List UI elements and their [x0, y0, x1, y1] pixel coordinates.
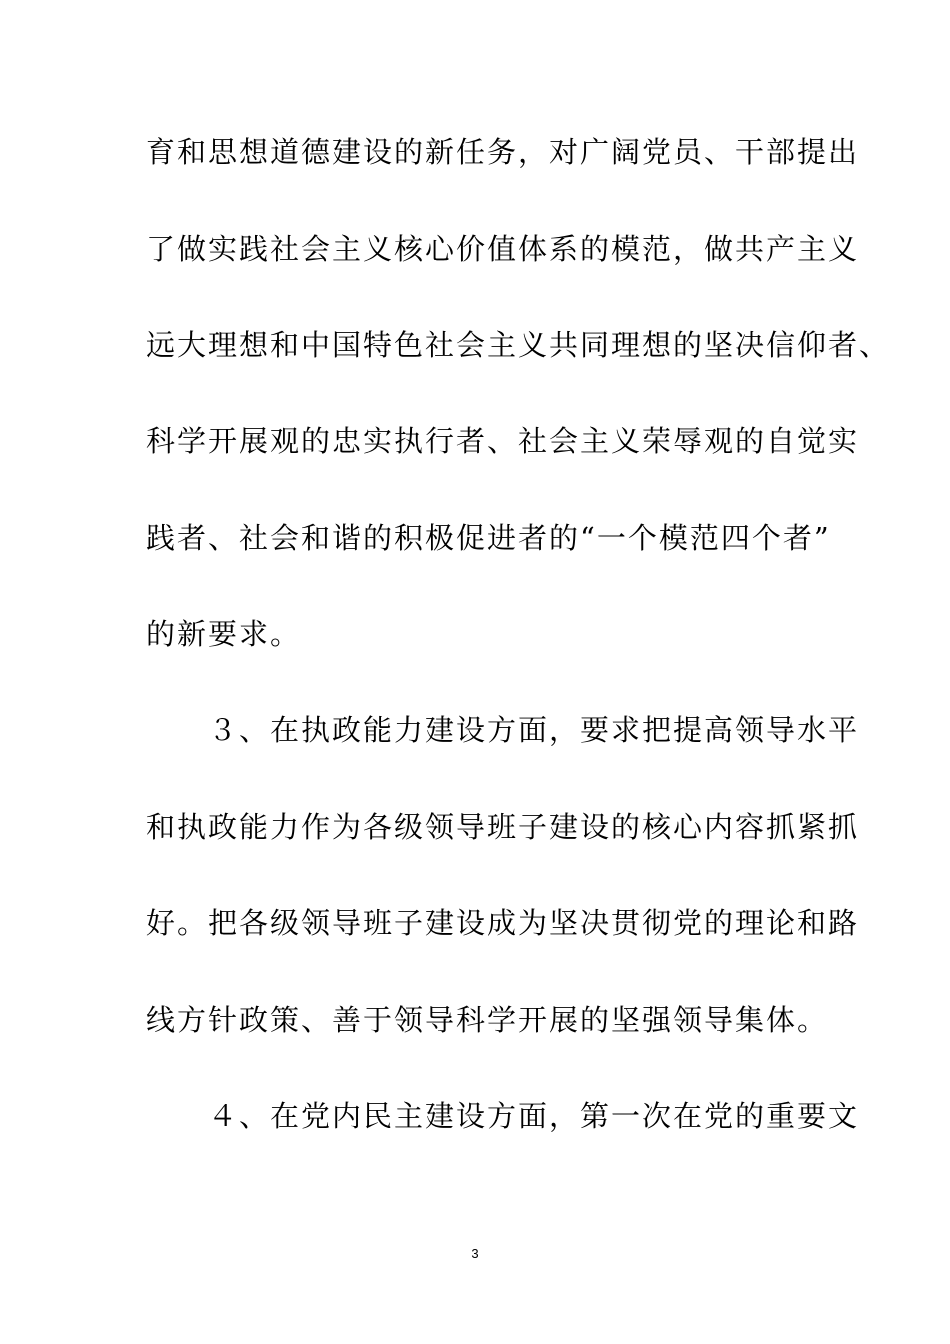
- text-line-5: 践者、社会和谐的积极促进者的“一个模范四个者”: [146, 521, 831, 555]
- text-line-10: 线方针政策、善于领导科学开展的坚强领导集体。: [146, 1003, 829, 1037]
- text-line-3: 远大理想和中国特色社会主义共同理想的坚决信仰者、: [146, 328, 891, 362]
- text-line-6: 的新要求。: [146, 617, 302, 651]
- text-line-9: 好。把各级领导班子建设成为坚决贯彻党的理论和路: [146, 906, 860, 940]
- text-line-2: 了做实践社会主义核心价值体系的模范，做共产主义: [146, 232, 860, 266]
- text-line-11: ４、在党内民主建设方面，第一次在党的重要文: [146, 1099, 860, 1133]
- page-number: 3: [471, 1246, 479, 1261]
- text-line-1: 育和思想道德建设的新任务，对广阔党员、干部提出: [146, 135, 860, 169]
- text-line-7: ３、在执政能力建设方面，要求把提高领导水平: [146, 713, 860, 747]
- text-line-8: 和执政能力作为各级领导班子建设的核心内容抓紧抓: [146, 810, 860, 844]
- text-line-4: 科学开展观的忠实执行者、社会主义荣辱观的自觉实: [146, 424, 860, 458]
